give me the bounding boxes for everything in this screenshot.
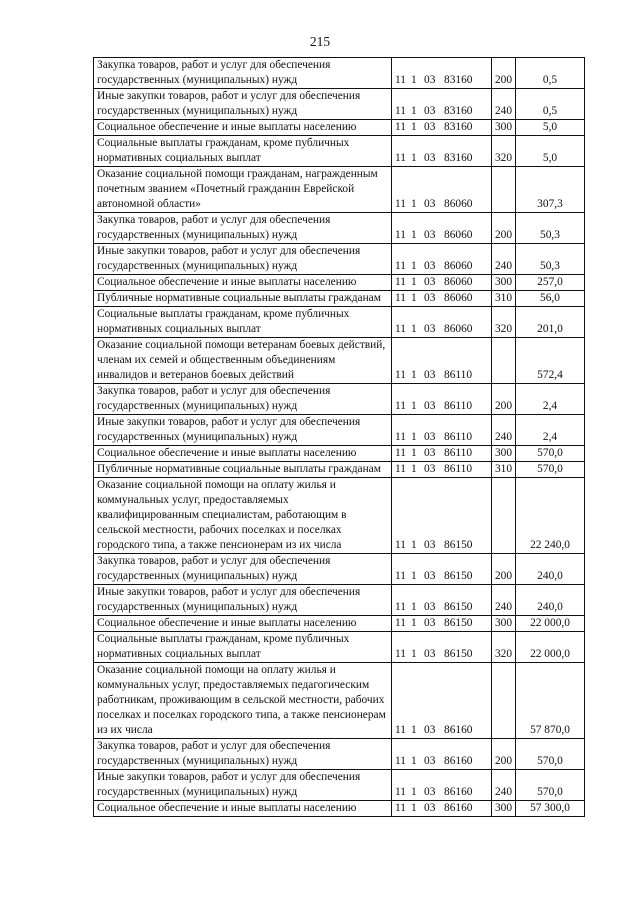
amount: 0,5 [516, 58, 585, 89]
subsection-code: 1 [411, 648, 417, 660]
table-row [94, 213, 585, 244]
table-row [94, 616, 585, 632]
expense-type-code: 300 [492, 801, 516, 817]
program-code: 03 [424, 323, 436, 335]
program-code: 03 [424, 260, 436, 272]
direction-code: 86060 [444, 323, 473, 335]
subsection-code: 1 [411, 447, 417, 459]
row-name: Социальное обеспечение и иные выплаты населению [94, 446, 392, 462]
subsection-code: 1 [411, 601, 417, 613]
section-code: 11 [395, 229, 406, 241]
subsection-code: 1 [411, 369, 417, 381]
row-name: Социальные выплаты гражданам, кроме публичных нормативных социальных выплат [94, 307, 392, 338]
amount: 5,0 [516, 136, 585, 167]
row-name: Публичные нормативные социальные выплаты гражданам [94, 291, 392, 307]
table-row [94, 275, 585, 291]
direction-code: 86150 [444, 570, 473, 582]
expense-type-code [492, 167, 516, 213]
direction-code: 86160 [444, 724, 473, 736]
subsection-code: 1 [411, 276, 417, 288]
section-code: 11 [395, 570, 406, 582]
program-code: 03 [424, 617, 436, 629]
subsection-code: 1 [411, 755, 417, 767]
program-code: 03 [424, 152, 436, 164]
amount: 2,4 [516, 415, 585, 446]
row-name: Иные закупки товаров, работ и услуг для обеспечения государственных (муниципальных) нужд [94, 770, 392, 801]
program-code: 03 [424, 229, 436, 241]
row-codes [392, 275, 492, 291]
expense-type-code: 200 [492, 213, 516, 244]
subsection-code: 1 [411, 323, 417, 335]
expense-type-code: 200 [492, 384, 516, 415]
program-code: 03 [424, 276, 436, 288]
direction-code: 86110 [444, 369, 473, 381]
direction-code: 86150 [444, 601, 473, 613]
program-code: 03 [424, 755, 436, 767]
program-code: 03 [424, 724, 436, 736]
program-code: 03 [424, 539, 436, 551]
amount: 201,0 [516, 307, 585, 338]
table-row [94, 136, 585, 167]
amount: 22 240,0 [516, 478, 585, 554]
row-name: Иные закупки товаров, работ и услуг для обеспечения государственных (муниципальных) нужд [94, 89, 392, 120]
row-codes [392, 585, 492, 616]
table-row [94, 291, 585, 307]
expense-type-code: 240 [492, 585, 516, 616]
expense-type-code: 320 [492, 307, 516, 338]
section-code: 11 [395, 431, 406, 443]
direction-code: 86060 [444, 260, 473, 272]
table-row [94, 478, 585, 554]
row-name: Социальные выплаты гражданам, кроме публичных нормативных социальных выплат [94, 136, 392, 167]
row-name: Социальное обеспечение и иные выплаты населению [94, 120, 392, 136]
table-row [94, 120, 585, 136]
section-code: 11 [395, 292, 406, 304]
table-row [94, 307, 585, 338]
row-name: Социальное обеспечение и иные выплаты населению [94, 275, 392, 291]
program-code: 03 [424, 447, 436, 459]
row-name: Закупка товаров, работ и услуг для обеспечения государственных (муниципальных) нужд [94, 213, 392, 244]
row-codes [392, 554, 492, 585]
section-code: 11 [395, 447, 406, 459]
direction-code: 86110 [444, 447, 473, 459]
table-row [94, 770, 585, 801]
page-number: 215 [309, 34, 331, 49]
table-row [94, 739, 585, 770]
row-name: Закупка товаров, работ и услуг для обеспечения государственных (муниципальных) нужд [94, 58, 392, 89]
direction-code: 83160 [444, 152, 473, 164]
row-codes [392, 632, 492, 663]
amount: 2,4 [516, 384, 585, 415]
row-codes [392, 58, 492, 89]
subsection-code: 1 [411, 260, 417, 272]
amount: 50,3 [516, 213, 585, 244]
subsection-code: 1 [411, 431, 417, 443]
section-code: 11 [395, 105, 406, 117]
direction-code: 86160 [444, 755, 473, 767]
section-code: 11 [395, 198, 406, 210]
direction-code: 83160 [444, 105, 473, 117]
row-codes [392, 770, 492, 801]
row-codes [392, 801, 492, 817]
row-name: Закупка товаров, работ и услуг для обеспечения государственных (муниципальных) нужд [94, 554, 392, 585]
section-code: 11 [395, 276, 406, 288]
amount: 22 000,0 [516, 616, 585, 632]
row-codes [392, 213, 492, 244]
row-name: Иные закупки товаров, работ и услуг для обеспечения государственных (муниципальных) нужд [94, 415, 392, 446]
section-code: 11 [395, 369, 406, 381]
expense-type-code: 300 [492, 120, 516, 136]
row-name: Иные закупки товаров, работ и услуг для обеспечения государственных (муниципальных) нужд [94, 244, 392, 275]
section-code: 11 [395, 724, 406, 736]
row-name: Оказание социальной помощи гражданам, награжденным почетным званием «Почетный гражданин Еврейской автономной области» [94, 167, 392, 213]
amount: 50,3 [516, 244, 585, 275]
section-code: 11 [395, 121, 406, 133]
row-codes [392, 291, 492, 307]
row-name: Закупка товаров, работ и услуг для обеспечения государственных (муниципальных) нужд [94, 384, 392, 415]
expense-type-code: 240 [492, 770, 516, 801]
expense-type-code: 310 [492, 462, 516, 478]
direction-code: 86150 [444, 617, 473, 629]
table-row [94, 585, 585, 616]
program-code: 03 [424, 786, 436, 798]
amount: 240,0 [516, 554, 585, 585]
amount: 570,0 [516, 446, 585, 462]
section-code: 11 [395, 152, 406, 164]
table-row [94, 632, 585, 663]
amount: 0,5 [516, 89, 585, 120]
direction-code: 86160 [444, 786, 473, 798]
section-code: 11 [395, 323, 406, 335]
expense-type-code: 200 [492, 58, 516, 89]
amount: 570,0 [516, 462, 585, 478]
direction-code: 86110 [444, 431, 473, 443]
section-code: 11 [395, 260, 406, 272]
program-code: 03 [424, 198, 436, 210]
subsection-code: 1 [411, 105, 417, 117]
expense-type-code: 310 [492, 291, 516, 307]
row-codes [392, 244, 492, 275]
expense-type-code: 320 [492, 632, 516, 663]
subsection-code: 1 [411, 463, 417, 475]
row-name: Социальные выплаты гражданам, кроме публичных нормативных социальных выплат [94, 632, 392, 663]
row-name: Социальное обеспечение и иные выплаты населению [94, 801, 392, 817]
direction-code: 83160 [444, 74, 473, 86]
direction-code: 86150 [444, 539, 473, 551]
table-row [94, 384, 585, 415]
program-code: 03 [424, 121, 436, 133]
subsection-code: 1 [411, 198, 417, 210]
subsection-code: 1 [411, 786, 417, 798]
row-codes [392, 338, 492, 384]
table-row [94, 462, 585, 478]
section-code: 11 [395, 539, 406, 551]
row-codes [392, 120, 492, 136]
program-code: 03 [424, 601, 436, 613]
table-row [94, 167, 585, 213]
row-codes [392, 307, 492, 338]
expense-type-code: 200 [492, 739, 516, 770]
amount: 240,0 [516, 585, 585, 616]
subsection-code: 1 [411, 570, 417, 582]
subsection-code: 1 [411, 539, 417, 551]
table-row [94, 554, 585, 585]
direction-code: 86060 [444, 229, 473, 241]
expense-type-code [492, 478, 516, 554]
row-codes [392, 446, 492, 462]
row-name: Оказание социальной помощи на оплату жилья и коммунальных услуг, предоставляемых квалифицированным специалистам, работающим в сельской местности, рабочих поселках и поселках городского типа, а также пенсионерам из их числа [94, 478, 392, 554]
program-code: 03 [424, 570, 436, 582]
section-code: 11 [395, 601, 406, 613]
direction-code: 86150 [444, 648, 473, 660]
expense-type-code: 300 [492, 616, 516, 632]
subsection-code: 1 [411, 229, 417, 241]
program-code: 03 [424, 431, 436, 443]
section-code: 11 [395, 786, 406, 798]
amount: 57 870,0 [516, 663, 585, 739]
amount: 570,0 [516, 770, 585, 801]
program-code: 03 [424, 369, 436, 381]
amount: 307,3 [516, 167, 585, 213]
direction-code: 86110 [444, 400, 473, 412]
program-code: 03 [424, 802, 436, 814]
budget-table [93, 57, 585, 817]
row-codes [392, 167, 492, 213]
section-code: 11 [395, 74, 406, 86]
table-row [94, 58, 585, 89]
expense-type-code: 240 [492, 415, 516, 446]
table-row [94, 244, 585, 275]
direction-code: 86060 [444, 198, 473, 210]
budget-table-body [94, 58, 585, 817]
expense-type-code [492, 338, 516, 384]
subsection-code: 1 [411, 152, 417, 164]
table-row [94, 446, 585, 462]
section-code: 11 [395, 463, 406, 475]
expense-type-code: 300 [492, 275, 516, 291]
section-code: 11 [395, 617, 406, 629]
table-row [94, 89, 585, 120]
row-codes [392, 384, 492, 415]
subsection-code: 1 [411, 802, 417, 814]
section-code: 11 [395, 802, 406, 814]
amount: 22 000,0 [516, 632, 585, 663]
row-name: Иные закупки товаров, работ и услуг для обеспечения государственных (муниципальных) нужд [94, 585, 392, 616]
direction-code: 86060 [444, 276, 473, 288]
program-code: 03 [424, 105, 436, 117]
program-code: 03 [424, 74, 436, 86]
subsection-code: 1 [411, 724, 417, 736]
expense-type-code [492, 663, 516, 739]
section-code: 11 [395, 648, 406, 660]
section-code: 11 [395, 400, 406, 412]
subsection-code: 1 [411, 74, 417, 86]
row-name: Социальное обеспечение и иные выплаты населению [94, 616, 392, 632]
section-code: 11 [395, 755, 406, 767]
expense-type-code: 240 [492, 244, 516, 275]
table-row [94, 801, 585, 817]
program-code: 03 [424, 292, 436, 304]
row-name: Закупка товаров, работ и услуг для обеспечения государственных (муниципальных) нужд [94, 739, 392, 770]
subsection-code: 1 [411, 617, 417, 629]
program-code: 03 [424, 400, 436, 412]
subsection-code: 1 [411, 292, 417, 304]
row-codes [392, 663, 492, 739]
row-name: Оказание социальной помощи на оплату жилья и коммунальных услуг, предоставляемых педагогическим работникам, проживающим в сельской местности, рабочих поселках и поселках городского типа, а также пенсионерам из их числа [94, 663, 392, 739]
row-codes [392, 462, 492, 478]
amount: 572,4 [516, 338, 585, 384]
direction-code: 86160 [444, 802, 473, 814]
direction-code: 86110 [444, 463, 473, 475]
row-codes [392, 478, 492, 554]
row-codes [392, 136, 492, 167]
table-row [94, 415, 585, 446]
row-codes [392, 616, 492, 632]
program-code: 03 [424, 648, 436, 660]
table-row [94, 338, 585, 384]
subsection-code: 1 [411, 121, 417, 133]
expense-type-code: 300 [492, 446, 516, 462]
direction-code: 86060 [444, 292, 473, 304]
program-code: 03 [424, 463, 436, 475]
row-codes [392, 739, 492, 770]
row-codes [392, 89, 492, 120]
amount: 257,0 [516, 275, 585, 291]
amount: 56,0 [516, 291, 585, 307]
expense-type-code: 200 [492, 554, 516, 585]
amount: 5,0 [516, 120, 585, 136]
amount: 57 300,0 [516, 801, 585, 817]
amount: 570,0 [516, 739, 585, 770]
table-row [94, 663, 585, 739]
row-name: Оказание социальной помощи ветеранам боевых действий, членам их семей и общественным объединениям инвалидов и ветеранов боевых действий [94, 338, 392, 384]
row-name: Публичные нормативные социальные выплаты гражданам [94, 462, 392, 478]
row-codes [392, 415, 492, 446]
expense-type-code: 320 [492, 136, 516, 167]
direction-code: 83160 [444, 121, 473, 133]
subsection-code: 1 [411, 400, 417, 412]
expense-type-code: 240 [492, 89, 516, 120]
